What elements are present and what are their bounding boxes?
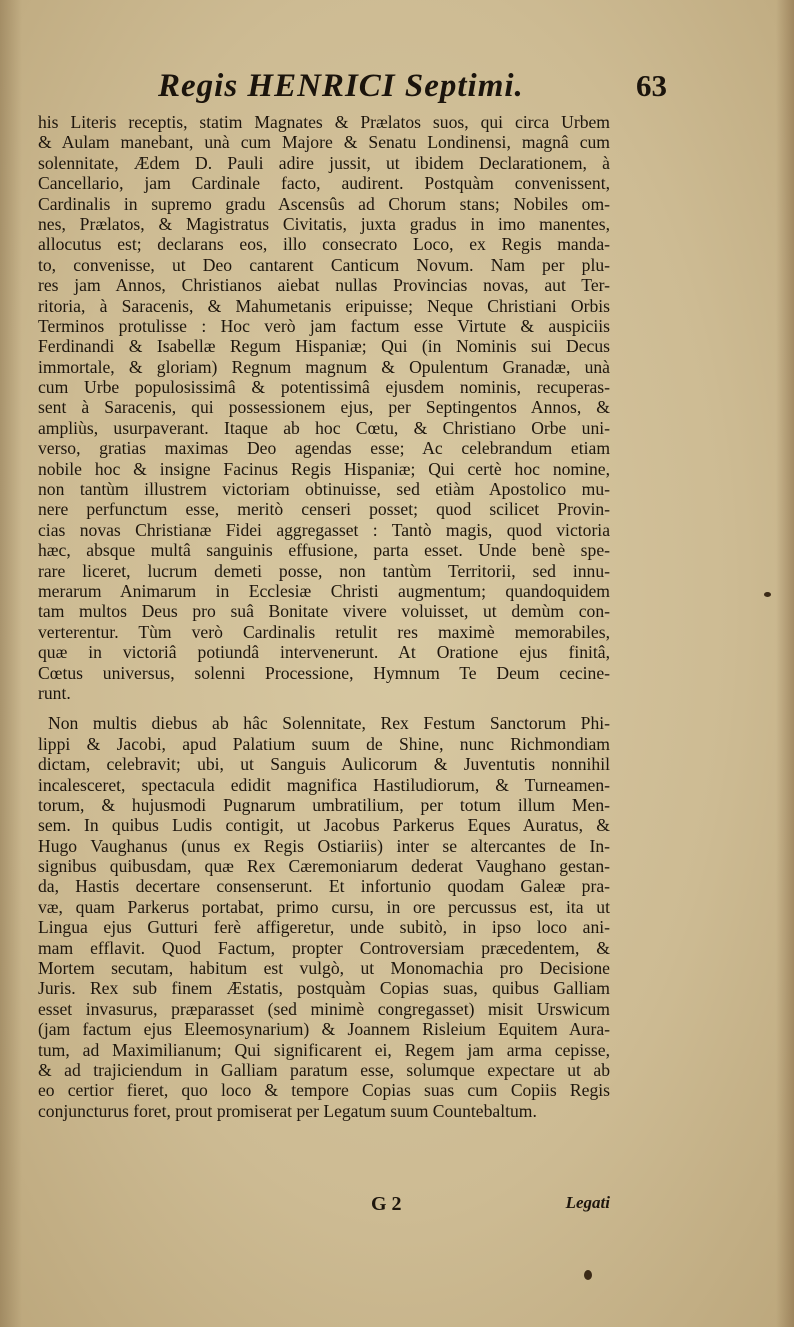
text-line: Cardinalis in supremo gradu Ascensûs ad Chorum stans; Nobiles om- bbox=[38, 193, 610, 214]
text-line: dictam, celebravit; ubi, ut Sanguis Aulicorum & Juventutis nonnihil bbox=[38, 754, 610, 775]
text-line: Lingua ejus Gutturi ferè affigeretur, unde subitò, in ipso loco ani- bbox=[38, 917, 610, 938]
text-line: sem. In quibus Ludis contigit, ut Jacobus Parkerus Eques Auratus, & bbox=[38, 815, 610, 836]
page-footer bbox=[38, 1193, 610, 1217]
ink-spot bbox=[584, 1270, 592, 1280]
text-line: rare liceret, lucrum demeti posse, non tantùm Territorii, sed innu- bbox=[38, 560, 610, 581]
text-line: solennitate, Ædem D. Pauli adire jussit, ut ibidem Declarationem, à bbox=[38, 152, 610, 173]
text-line: da, Hastis decertare consenserunt. Et infortunio quodam Galeæ pra- bbox=[38, 876, 610, 897]
text-line: cum Urbe populosissimâ & potentissimâ ejusdem nominis, recuperas- bbox=[38, 377, 610, 398]
text-line: ampliùs, usurpaverant. Itaque ab hoc Cœtu, & Christiano Orbe uni- bbox=[38, 417, 610, 438]
text-line: & Aulam manebant, unà cum Majore & Senatu Londinensi, magnâ cum bbox=[38, 132, 610, 153]
text-line: conjuncturus foret, prout promiserat per Legatum suum Countebaltum. bbox=[38, 1100, 537, 1121]
text-line: nobile hoc & insigne Facinus Regis Hispaniæ; Qui certè hoc nomine, bbox=[38, 458, 610, 479]
text-line: non tantùm illustrem victoriam obtinuisse, sed etiàm Apostolico mu- bbox=[38, 479, 610, 500]
text-line: eo certior fieret, quo loco & tempore Copias suas cum Copiis Regis bbox=[38, 1080, 610, 1101]
text-line: Non multis diebus ab hâc Solennitate, Rex Festum Sanctorum Phi- bbox=[48, 713, 610, 734]
text-line: immortale, & gloriam) Regnum magnum & Opulentum Granadæ, unà bbox=[38, 356, 610, 377]
text-line: hæc, absque multâ sanguinis effusione, parta esset. Unde benè spe- bbox=[38, 540, 610, 561]
text-line: Cancellario, jam Cardinale facto, audirent. Postquàm convenissent, bbox=[38, 173, 610, 194]
text-line: nere perfunctum esse, meritò censeri posset; quod scilicet Provin- bbox=[38, 499, 610, 520]
text-line: væ, quam Parkerus portabat, primo cursu, in ore percussus est, ita ut bbox=[38, 896, 610, 917]
ink-spot bbox=[764, 592, 771, 597]
page-number: 63 bbox=[636, 68, 667, 103]
running-head-title: Regis HENRICI Septimi. bbox=[158, 68, 524, 104]
text-line: (jam factum ejus Eleemosynarium) & Joannem Risleium Equitem Aura- bbox=[38, 1019, 610, 1040]
text-line: tam multos Deus pro suâ Bonitate vivere voluisset, ut demùm con- bbox=[38, 601, 610, 622]
text-line: res jam Annos, Christianos aiebat nullas Provincias novas, aut Ter- bbox=[38, 275, 610, 296]
text-line: tum, ad Maximilianum; Qui significarent ei, Regem jam arma cepisse, bbox=[38, 1039, 610, 1060]
text-line: Mortem secutam, habitum est vulgò, ut Monomachia pro Decisione bbox=[38, 958, 610, 979]
text-line: nes, Prælatos, & Magistratus Civitatis, juxta gradus in imo manentes, bbox=[38, 213, 610, 234]
signature-mark: G 2 bbox=[371, 1193, 402, 1215]
text-line: allocutus est; declarans eos, illo consecrato Loco, ex Regis manda- bbox=[38, 234, 610, 255]
text-line: merarum Animarum in Ecclesiæ Christi augmentum; quandoquidem bbox=[38, 580, 610, 601]
paragraph-gap bbox=[38, 703, 610, 713]
text-line: incalesceret, spectacula edidit magnifica Hastiludiorum, & Turneamen- bbox=[38, 774, 610, 795]
body-text bbox=[38, 112, 610, 1121]
text-line: runt. bbox=[38, 682, 71, 703]
text-line: his Literis receptis, statim Magnates & Prælatos suos, qui circa Urbem bbox=[38, 112, 610, 132]
text-line: Terminos protulisse : Hoc verò jam factum esse Virtute & auspiciis bbox=[38, 315, 610, 336]
text-line: Cœtus universus, solenni Processione, Hymnum Te Deum cecine- bbox=[38, 662, 610, 683]
text-line: & ad trajiciendum in Galliam paratum esse, solumque expectare ut ab bbox=[38, 1059, 610, 1080]
catchword: Legati bbox=[565, 1193, 610, 1212]
text-line: cias novas Christianæ Fidei aggregasset : Tantò magis, quod victoria bbox=[38, 519, 610, 540]
text-line: ritoria, à Saracenis, & Mahumetanis eripuisse; Neque Christiani Orbis bbox=[38, 295, 610, 316]
page-gutter-shadow bbox=[0, 0, 22, 1327]
text-line: Ferdinandi & Isabellæ Regum Hispaniæ; Qui (in Nominis sui Decus bbox=[38, 336, 610, 357]
text-line: to, convenisse, ut Deo cantarent Canticum Novum. Nam per plu- bbox=[38, 254, 610, 275]
text-line: verso, gratias maximas Deo agendas esse; Ac celebrandum etiam bbox=[38, 438, 610, 459]
text-line: verterentur. Tùm verò Cardinalis retulit res maximè memorabiles, bbox=[38, 621, 610, 642]
text-line: esset invasurus, præparasset (sed minimè congregasset) misit Urswicum bbox=[38, 998, 610, 1019]
text-line: sent à Saracenis, qui possessionem ejus, per Septingentos Annos, & bbox=[38, 397, 610, 418]
text-line: mam efflavit. Quod Factum, propter Controversiam præcedentem, & bbox=[38, 937, 610, 958]
page-edge-shadow bbox=[776, 0, 794, 1327]
running-head bbox=[0, 68, 794, 112]
text-line: signibus quibusdam, quæ Rex Cæremoniarum dederat Vaughano gestan- bbox=[38, 856, 610, 877]
text-line: lippi & Jacobi, apud Palatium suum de Shine, nunc Richmondiam bbox=[38, 733, 610, 754]
text-line: quæ in victoriâ potiundâ intervenerunt. At Oratione ejus finitâ, bbox=[38, 642, 610, 663]
text-line: torum, & hujusmodi Pugnarum umbratilium, per totum illum Men- bbox=[38, 794, 610, 815]
text-line: Hugo Vaughanus (unus ex Regis Ostiariis) inter se altercantes de In- bbox=[38, 835, 610, 856]
text-line: Juris. Rex sub finem Æstatis, postquàm Copias suas, quibus Galliam bbox=[38, 978, 610, 999]
